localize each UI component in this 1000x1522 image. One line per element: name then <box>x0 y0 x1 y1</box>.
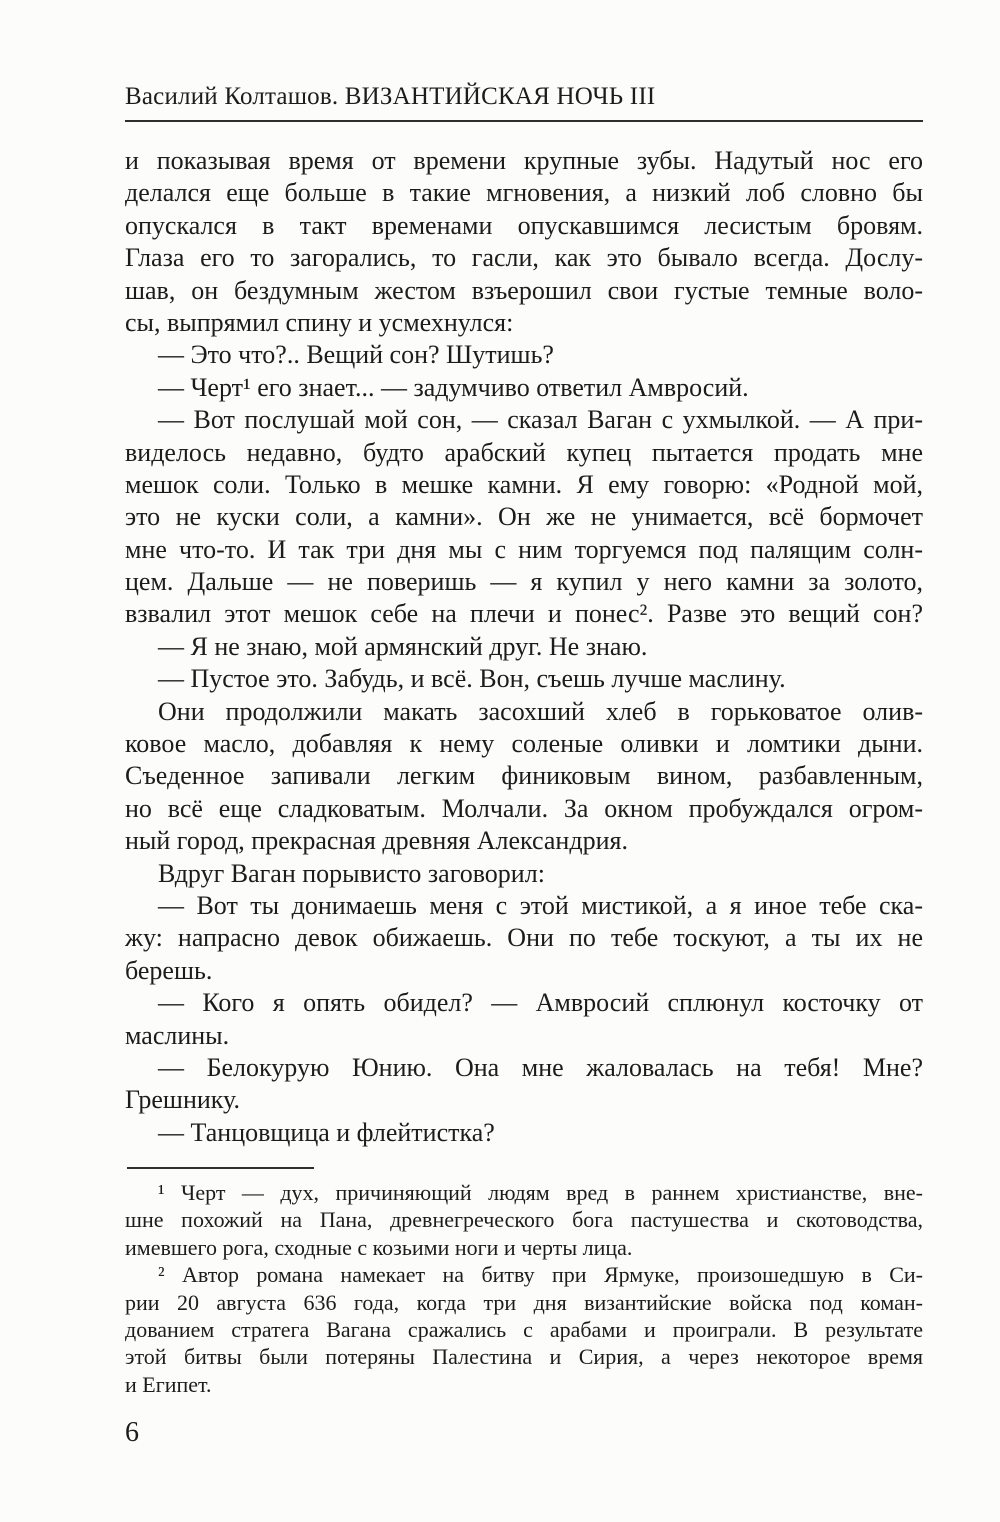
text-line: — Черт¹ его знает... — задумчиво ответил Амвросий. <box>158 372 749 402</box>
text-line: это не куски соли, а камни». Он же не унимается, всё бормочет <box>125 502 923 532</box>
text-line: этой битвы были потеряны Палестина и Сирия, а через некоторое время <box>125 1344 923 1370</box>
text-line: — Я не знаю, мой армянский друг. Не знаю. <box>158 631 648 661</box>
body-text <box>125 145 923 1149</box>
text-line: — Вот послушай мой сон, — сказал Ваган с ухмылкой. — А при- <box>158 405 923 435</box>
text-line: и показывая время от времени крупные зубы. Надутый нос его <box>125 146 923 175</box>
page-number: 6 <box>125 1417 139 1448</box>
text-line: мне что-то. И так три дня мы с ним торгуемся под палящим солн- <box>125 534 923 564</box>
text-line: делался еще больше в такие мгновения, а низкий лоб словно бы <box>125 178 923 208</box>
text-line: — Пустое это. Забудь, и всё. Вон, съешь лучше маслину. <box>158 664 786 694</box>
text-line: взвалил этот мешок себе на плечи и понес². Разве это вещий сон? <box>125 599 923 629</box>
text-line: шне похожий на Пана, древнегреческого бога пастушества и скотоводства, <box>125 1207 923 1233</box>
text-line: ный город, прекрасная древняя Александрия. <box>125 826 628 856</box>
text-line: шав, он бездумным жестом взъерошил свои густые темные воло- <box>125 275 923 305</box>
text-line: — Кого я опять обидел? — Амвросий сплюнул косточку от <box>158 988 923 1018</box>
text-line: — Белокурую Юнию. Она мне жаловалась на тебя! Мне? <box>158 1052 923 1082</box>
running-header-title: Василий Колташов. ВИЗАНТИЙСКАЯ НОЧЬ III <box>125 83 656 110</box>
text-line: дованием стратега Вагана сражались с арабами и проиграли. В результате <box>125 1316 923 1342</box>
text-line: — Танцовщица и флейтистка? <box>158 1117 495 1147</box>
footnote-separator <box>127 1167 314 1169</box>
text-line: маслины. <box>125 1020 230 1050</box>
text-line: Съеденное запивали легким финиковым вином, разбавленным, <box>125 761 923 791</box>
text-line: — Это что?.. Вещий сон? Шутишь? <box>158 340 554 370</box>
text-line: сы, выпрямил спину и усмехнулся: <box>125 307 514 337</box>
text-line: но всё еще сладковатым. Молчали. За окном пробуждался огром- <box>125 793 923 823</box>
text-line: ² Автор романа намекает на битву при Ярмуке, произошедшую в Си- <box>158 1262 923 1288</box>
text-line: и Египет. <box>125 1371 212 1397</box>
text-line: имевшего рога, сходные с козьими ноги и черты лица. <box>125 1234 633 1260</box>
text-line: жу: напрасно девок обижаешь. Они по тебе тоскуют, а ты их не <box>125 923 923 953</box>
text-line: мешок соли. Только в мешке камни. Я ему говорю: «Родной мой, <box>125 469 923 499</box>
text-line: ¹ Черт — дух, причиняющий людям вред в раннем христианстве, вне- <box>158 1180 923 1205</box>
text-line: опускался в такт временами опускавшимся лесистым бровям. <box>125 210 923 240</box>
footnotes-block <box>125 1179 923 1398</box>
text-line: ковое масло, добавляя к нему соленые оливки и ломтики дыни. <box>125 729 923 759</box>
text-line: виделось недавно, будто арабский купец пытается продать мне <box>125 437 923 467</box>
text-line: Грешнику. <box>125 1085 240 1115</box>
text-line: Глаза его то загорались, то гасли, как это бывало всегда. Дослу- <box>125 243 923 273</box>
text-line: цем. Дальше — не поверишь — я купил у него камни за золото, <box>125 567 923 597</box>
text-line: Вдруг Ваган порывисто заговорил: <box>158 858 545 888</box>
text-line: — Вот ты донимаешь меня с этой мистикой, а я иное тебе ска- <box>158 890 923 920</box>
header-rule <box>125 120 923 122</box>
text-line: Они продолжили макать засохший хлеб в горьковатое олив- <box>158 696 923 726</box>
text-line: рии 20 августа 636 года, когда три дня византийские войска под коман- <box>125 1289 923 1315</box>
page-sheet <box>125 0 923 1522</box>
text-line: берешь. <box>125 955 213 985</box>
